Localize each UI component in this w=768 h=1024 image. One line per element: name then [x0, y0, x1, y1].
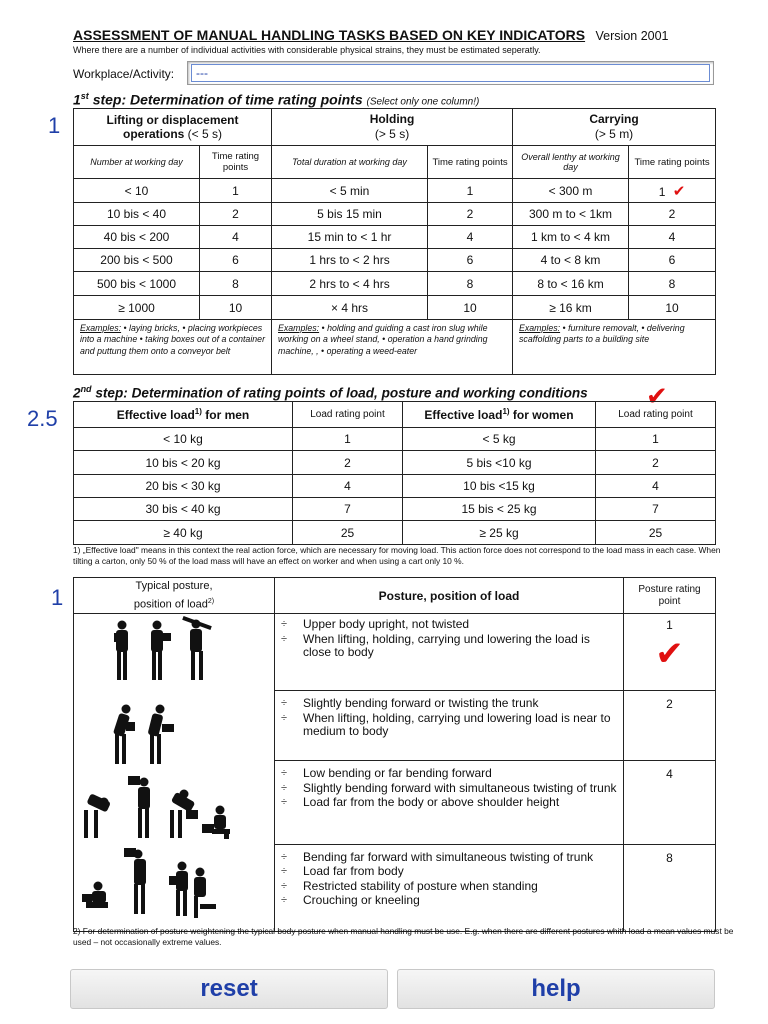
examples-lifting: Examples: • laying bricks, • placing workpieces into a machine • taking boxes out of a container and puttung them onto a conveyor belt — [74, 320, 272, 375]
checkmark-icon: ✔ — [655, 634, 684, 674]
posture-description: ÷ Low bending or far bending forward ÷ Slightly bending forward with simultaneous twisting of trunk ÷ Load far from the body or above shoulder height — [275, 761, 624, 844]
table-cell[interactable]: < 5 min — [272, 179, 428, 203]
table-cell[interactable]: 300 m to < 1km — [513, 203, 629, 226]
table-cell[interactable]: ≥ 16 km — [513, 296, 629, 320]
table-cell[interactable]: 6 — [629, 249, 716, 272]
posture-figures-icon — [74, 614, 274, 926]
step1-title: 1st step: Determination of time rating points (Select only one column!) — [73, 91, 480, 108]
table-cell[interactable]: ≥ 40 kg — [74, 521, 293, 545]
table-row — [74, 521, 716, 545]
bullet-icon: ÷ — [281, 697, 288, 710]
load-points-header: Load rating point — [596, 402, 716, 428]
table-cell[interactable]: 25 — [293, 521, 403, 545]
footnote-effective-load: 1) „Effective load" means in this context the real action force, which are necessary for moving load. This action force does not correspond to the load mass in each case. When tilting a carton, only 50 % of the load mass will have an effect on worker and when using a cart only 10 %. — [73, 545, 721, 566]
posture-position-header: Posture, position of load — [275, 578, 624, 614]
table-cell[interactable]: 2 hrs to < 4 hrs — [272, 272, 428, 296]
table-cell[interactable]: × 4 hrs — [272, 296, 428, 320]
help-button[interactable]: help — [397, 969, 715, 1009]
table-cell[interactable]: 1 — [200, 179, 272, 203]
table-cell[interactable]: 1 — [293, 428, 403, 451]
workplace-value: --- — [191, 64, 710, 82]
table-cell[interactable]: 30 bis < 40 kg — [74, 498, 293, 521]
bullet-icon: ÷ — [281, 781, 288, 794]
table-row — [74, 296, 716, 320]
subheader-cell: Total duration at working day — [272, 146, 428, 179]
table-cell[interactable]: 2 — [428, 203, 513, 226]
table-cell[interactable]: 4 — [428, 226, 513, 249]
table-cell[interactable]: ≥ 1000 — [74, 296, 200, 320]
bullet-icon: ÷ — [281, 767, 288, 780]
bullet-icon: ÷ — [281, 632, 288, 645]
footnote-posture: 2) For determination of posture weightening the typical body posture when manual handling must be use. E.g. when there are different postures whith load a mean values must be used – not occasionally extreme values. — [73, 926, 734, 947]
subheader-cell: Time rating points — [200, 146, 272, 179]
bullet-icon: ÷ — [281, 711, 288, 724]
table-row — [74, 203, 716, 226]
posture-description: ÷ Bending far forward with simultaneous twisting of trunk ÷ Load far from body ÷ Restricted stability of posture when standing ÷ Crouching or kneeling — [275, 844, 624, 931]
posture-points-cell[interactable]: 8 — [624, 844, 716, 931]
posture-points-cell[interactable]: 2 — [624, 691, 716, 761]
subheader-cell: Overall lenthy at working day — [513, 146, 629, 179]
table-cell[interactable]: 15 bis < 25 kg — [403, 498, 596, 521]
table-cell[interactable]: 8 — [428, 272, 513, 296]
table-cell[interactable]: 1 — [596, 428, 716, 451]
posture-points-cell[interactable]: 1 ✔ — [624, 614, 716, 691]
table-cell[interactable]: 4 to < 8 km — [513, 249, 629, 272]
posture-points-cell[interactable]: 4 — [624, 761, 716, 844]
table-cell[interactable]: < 10 kg — [74, 428, 293, 451]
step2-checkmark-icon: ✔ — [646, 382, 668, 412]
table-cell[interactable]: 1 — [428, 179, 513, 203]
table-cell[interactable]: 200 bis < 500 — [74, 249, 200, 272]
table-cell[interactable]: 1 hrs to < 2 hrs — [272, 249, 428, 272]
table-row — [74, 249, 716, 272]
subheader-cell: Time rating points — [629, 146, 716, 179]
bullet-icon: ÷ — [281, 618, 288, 630]
table-cell[interactable]: 25 — [596, 521, 716, 545]
table-row — [74, 614, 716, 691]
table-cell[interactable]: 7 — [293, 498, 403, 521]
bullet-icon: ÷ — [281, 850, 288, 863]
table-row — [74, 451, 716, 475]
page-subtitle: Where there are a number of individual activities with considerable physical strains, they must be estimated seperatly. — [73, 45, 541, 55]
typical-posture-header: Typical posture, position of load$^{2)}$ — [74, 578, 275, 614]
table-cell[interactable]: 10 — [428, 296, 513, 320]
posture-rating-table — [73, 577, 716, 932]
bullet-icon: ÷ — [281, 796, 288, 809]
table-cell[interactable]: < 5 kg — [403, 428, 596, 451]
table-cell[interactable]: 10 bis <15 kg — [403, 475, 596, 498]
posture-description: ÷ Upper body upright, not twisted ÷ When lifting, holding, carrying und lowering the load is close to body — [275, 614, 624, 691]
table-cell[interactable]: ≥ 25 kg — [403, 521, 596, 545]
table-cell[interactable]: 4 — [596, 475, 716, 498]
time-rating-table — [73, 108, 716, 375]
table-cell[interactable]: 15 min to < 1 hr — [272, 226, 428, 249]
examples-holding: Examples: • holding and guiding a cast iron slug while working on a wheel stand, • operation a hand grinding machine, , • operating a weed-eater — [272, 320, 513, 375]
table-cell[interactable]: 1 km to < 4 km — [513, 226, 629, 249]
bullet-icon: ÷ — [281, 879, 288, 892]
workplace-label: Workplace/Activity: — [73, 67, 175, 81]
workplace-input[interactable] — [187, 61, 714, 85]
bullet-icon: ÷ — [281, 894, 288, 907]
col-holding-header: Holding (> 5 s) — [272, 109, 513, 146]
subheader-cell: Number at working day — [74, 146, 200, 179]
step2-score: 2.5 — [27, 406, 58, 431]
load-points-header: Load rating point — [293, 402, 403, 428]
table-cell[interactable]: 10 bis < 20 kg — [74, 451, 293, 475]
table-cell[interactable]: 8 — [629, 272, 716, 296]
table-cell[interactable]: 4 — [629, 226, 716, 249]
version-label: Version 2001 — [595, 29, 669, 43]
table-cell[interactable]: 6 — [428, 249, 513, 272]
examples-carrying: Examples: • furniture removalt, • delivering scaffolding parts to a building site — [513, 320, 716, 375]
step1-score: 1 — [48, 113, 61, 138]
table-cell[interactable]: 10 bis < 40 — [74, 203, 200, 226]
table-cell[interactable]: 2 — [200, 203, 272, 226]
table-cell[interactable]: 4 — [293, 475, 403, 498]
table-cell[interactable]: 2 — [293, 451, 403, 475]
table-cell[interactable]: 8 — [200, 272, 272, 296]
table-cell[interactable]: 2 — [629, 203, 716, 226]
selected-cell[interactable]: 1 ✔ — [629, 179, 716, 203]
load-rating-table — [73, 401, 716, 545]
table-cell[interactable]: 7 — [596, 498, 716, 521]
table-cell[interactable]: 4 — [200, 226, 272, 249]
checkmark-icon: ✔ — [672, 181, 686, 200]
subheader-cell: Time rating points — [428, 146, 513, 179]
step2-title: 2nd step: Determination of rating points of load, posture and working conditions — [73, 384, 588, 401]
table-row — [74, 179, 716, 203]
table-row — [74, 428, 716, 451]
table-cell[interactable]: < 300 m — [513, 179, 629, 203]
table-cell[interactable]: 5 bis 15 min — [272, 203, 428, 226]
table-row — [74, 475, 716, 498]
table-row — [74, 226, 716, 249]
bullet-icon: ÷ — [281, 865, 288, 878]
col-carrying-header: Carrying (> 5 m) — [513, 109, 716, 146]
table-cell[interactable]: 5 bis <10 kg — [403, 451, 596, 475]
step1-note: (Select only one column!) — [366, 96, 480, 108]
table-row — [74, 272, 716, 296]
posture-points-header: Posture rating point — [624, 578, 716, 614]
table-cell[interactable]: 40 bis < 200 — [74, 226, 200, 249]
table-cell[interactable]: 8 to < 16 km — [513, 272, 629, 296]
step3-score: 1 — [51, 585, 64, 610]
page-title-row — [73, 27, 723, 47]
table-cell[interactable]: 10 — [200, 296, 272, 320]
men-load-header: Effective load$^{1)}$ for men — [74, 402, 293, 428]
table-cell[interactable]: 6 — [200, 249, 272, 272]
reset-button[interactable]: reset — [70, 969, 388, 1009]
posture-figures — [74, 614, 275, 932]
women-load-header: Effective load$^{1)}$ for women — [403, 402, 596, 428]
table-cell[interactable]: 500 bis < 1000 — [74, 272, 200, 296]
posture-description: ÷ Slightly bending forward or twisting the trunk ÷ When lifting, holding, carrying und lowering load is near to medium to body — [275, 691, 624, 761]
table-cell[interactable]: 20 bis < 30 kg — [74, 475, 293, 498]
table-cell[interactable]: < 10 — [74, 179, 200, 203]
col-lifting-header: Lifting or displacement operations (< 5 s) — [74, 109, 272, 146]
table-cell[interactable]: 10 — [629, 296, 716, 320]
page-title: ASSESSMENT OF MANUAL HANDLING TASKS BASED ON KEY INDICATORS — [73, 27, 586, 43]
table-cell[interactable]: 2 — [596, 451, 716, 475]
table-row — [74, 498, 716, 521]
